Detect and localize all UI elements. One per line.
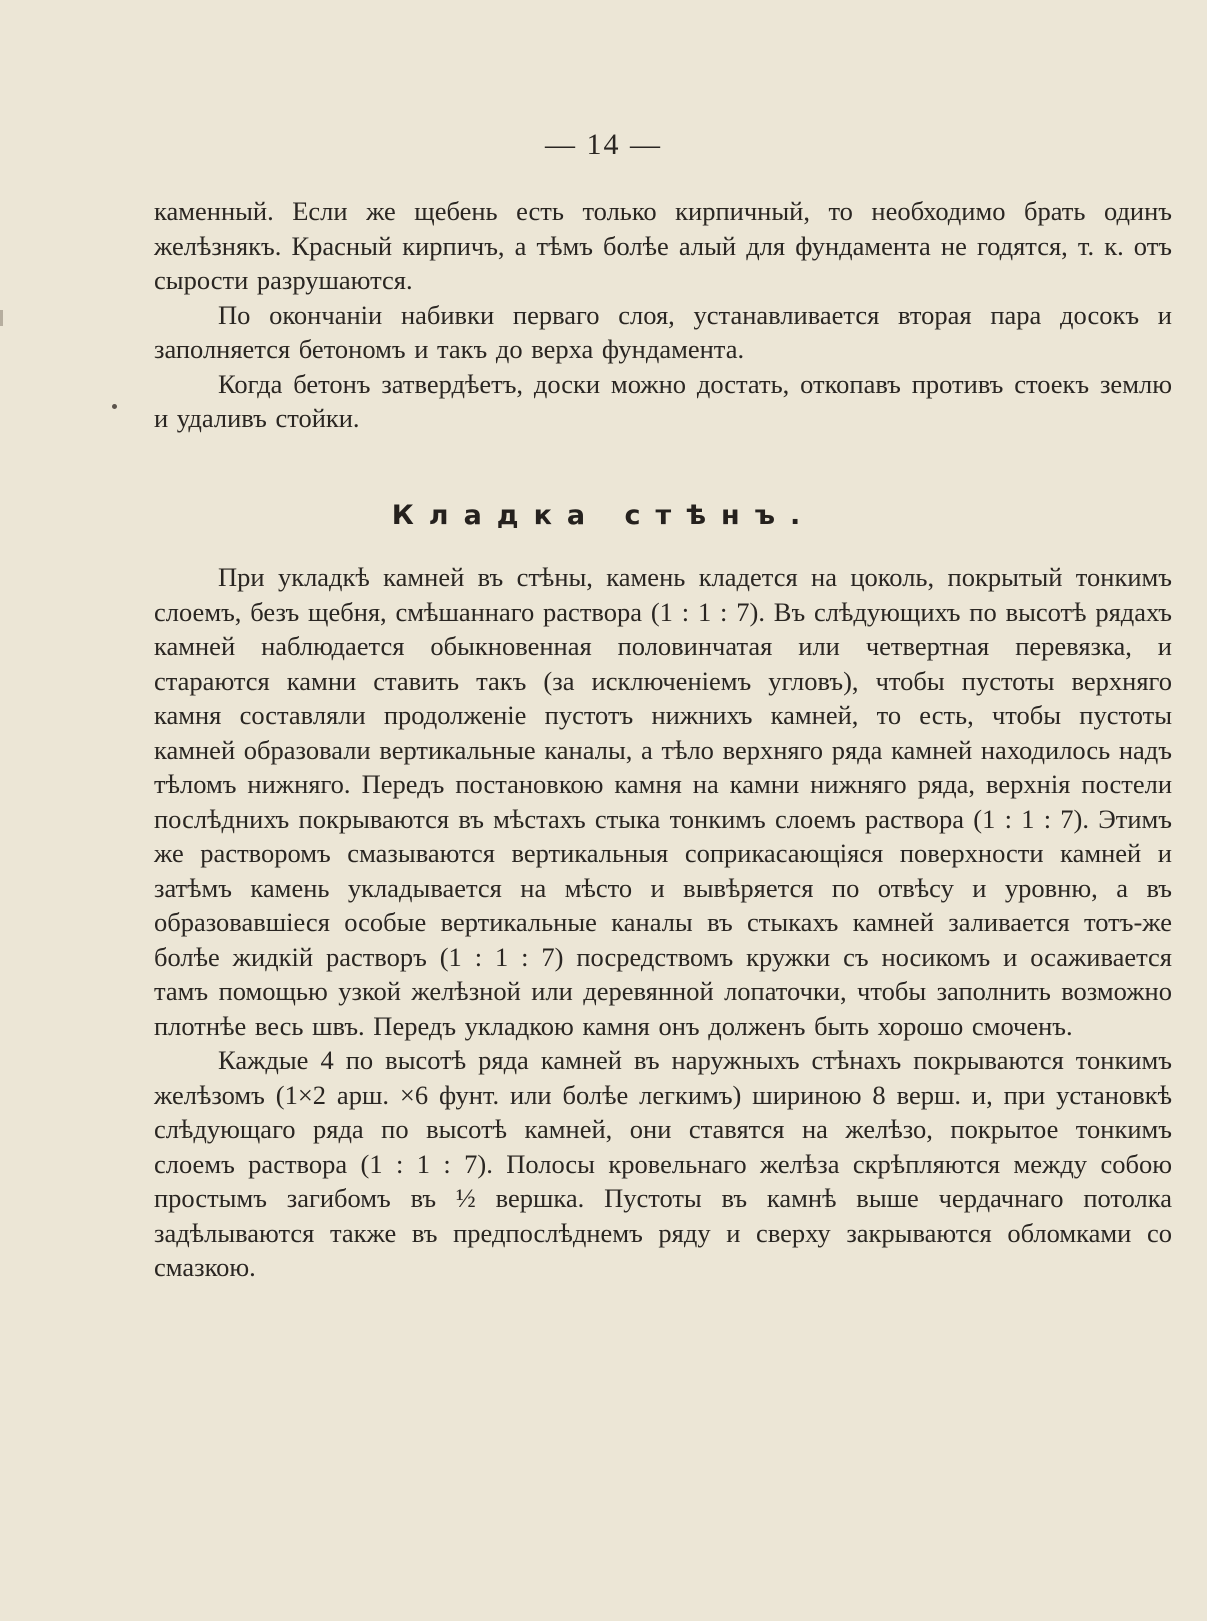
text-block-top <box>154 194 1172 436</box>
paragraph: Когда бетонъ затвердѣетъ, доски можно достать, откопавъ противъ стоекъ землю и удаливъ стойки. <box>154 368 1172 433</box>
paragraph: При укладкѣ камней въ стѣны, камень кладется на цоколь, покрытый тонкимъ слоемъ, безъ щебня, смѣшаннаго раствора (1 : 1 : 7). Въ слѣдующихъ по высотѣ рядахъ камней наблюдается обыкновенная половинчатая или четвертная перевязка, и стараются камни ставить такъ (за исключеніемъ угловъ), чтобы пустоты верхняго камня составляли продолженіе пустотъ нижнихъ камней, то есть, чтобы пустоты камней образовали вертикальные каналы, а тѣло верхняго ряда камней находилось надъ тѣломъ нижняго. Передъ постановкою камня на камни нижняго ряда, верхнія постели послѣднихъ покрываются въ мѣстахъ стыка тонкимъ слоемъ раствора (1 : 1 : 7). Этимъ же растворомъ смазываются вертикальныя соприкасающіяся поверхности камней и затѣмъ камень укладывается на мѣсто и вывѣряется по отвѣсу и уровню, а въ образовавшіеся особые вертикальные каналы въ стыкахъ камней заливается тотъ-же болѣе жидкій растворъ (1 : 1 : 7) посредствомъ кружки съ носикомъ и осаживается тамъ помощью узкой желѣзной или деревянной лопаточки, чтобы заполнить возможно плотнѣе весь швъ. Передъ укладкою камня онъ долженъ быть хорошо смоченъ. <box>154 562 1172 1041</box>
paragraph: По окончаніи набивки перваго слоя, устанавливается вторая пара досокъ и заполняется бетономъ и такъ до верха фундамента. <box>154 299 1172 364</box>
margin-dot <box>112 404 117 409</box>
paragraph: Каждые 4 по высотѣ ряда камней въ наружныхъ стѣнахъ покрываются тонкимъ желѣзомъ (1×2 арш. ×6 фунт. или болѣе легкимъ) шириною 8 верш. и, при установкѣ слѣдующаго ряда по высотѣ камней, они ставятся на желѣзо, покрытое тонкимъ слоемъ раствора (1 : 1 : 7). Полосы кровельнаго желѣза скрѣпляются между собою простымъ загибомъ въ ½ вершка. Пустоты въ камнѣ выше чердачнаго потолка задѣлываются также въ предпослѣднемъ ряду и сверху закрываются обломками со смазкою. <box>154 1045 1172 1282</box>
page-number: — 14 — <box>545 128 662 161</box>
section-heading: Кладка стѣнъ. <box>391 500 816 531</box>
text-block-bottom <box>154 560 1172 1285</box>
paragraph: каменный. Если же щебень есть только кирпичный, то необходимо брать одинъ желѣзнякъ. Красный кирпичъ, а тѣмъ болѣе алый для фундамента не годятся, т. к. отъ сырости разрушаются. <box>154 196 1172 295</box>
scan-edge-mark <box>0 310 3 326</box>
